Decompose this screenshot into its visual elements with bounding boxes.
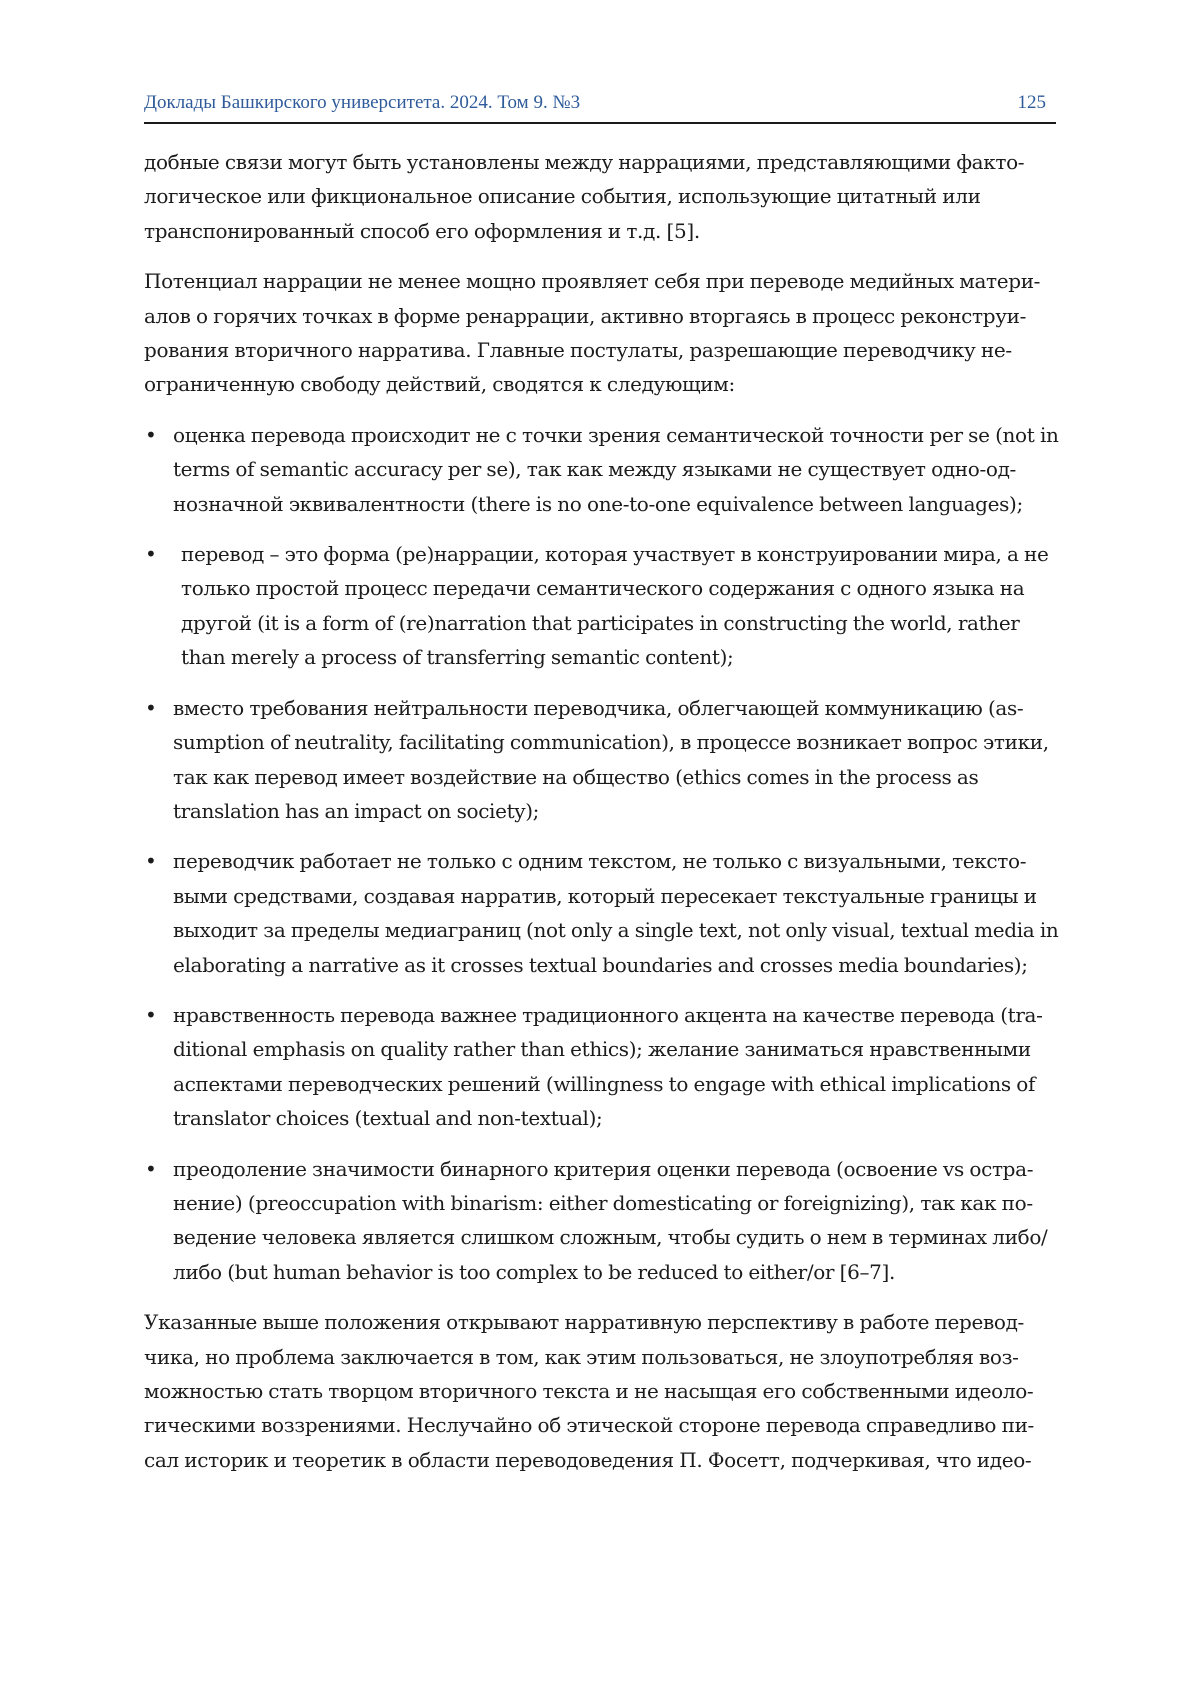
- bullet-list: [144, 418, 1062, 1289]
- list-item: [144, 844, 1062, 982]
- list-item-text: переводчик работает не только с одним текстом, не только с визуальными, тексто-выми средствами, создавая нарратив, который пересекает текстуальные границы и выходит за пределы медиаграниц (not only a single text, not only visual, textual media in elaborating a narrative as it crosses textual boundaries and crosses media boundaries);: [173, 849, 1059, 977]
- list-item-text: перевод – это форма (ре)наррации, которая участвует в конструировании мира, а не только простой процесс передачи семантического содержания с одного языка на другой (it is a form of (re)narration that participates in constructing the world, rather than merely a process of transferring semantic content);: [181, 542, 1049, 670]
- bullet-icon: •: [145, 695, 157, 720]
- list-item-text: оценка перевода происходит не с точки зрения семантической точности per se (not in terms of semantic accuracy per se), так как между языками не существует одно-од-нозначной эквивалентности (there is no one-to-one equivalence between languages);: [173, 422, 1059, 516]
- article-body: [144, 145, 1062, 1493]
- list-item: [144, 1152, 1062, 1290]
- list-item-text: преодоление значимости бинарного критерия оценки перевода (освоение vs остра-нение) (preoccupation with binarism: either domesticating or foreignizing), так как по-ведение человека является слишком сложным, чтобы судить о нем в терминах либо/либо (but human behavior is too complex to be reduced to either/or [6–7].: [173, 1156, 1048, 1284]
- bullet-icon: •: [145, 422, 157, 447]
- list-item: [144, 537, 1062, 675]
- paragraph: добные связи могут быть установлены между наррациями, представляющими факто-логическое или фикциональное описание события, использующие цитатный или транспонированный способ его оформления и т.д. [5].: [144, 150, 1025, 243]
- paragraph: Указанные выше положения открывают нарративную перспективу в работе перевод-чика, но проблема заключается в том, как этим пользоваться, не злоупотребляя воз-можностью стать творцом вторичного текста и не насыщая его собственными идеоло-гическими воззрениями. Неслучайно об этической стороне перевода справедливо пи-сал историк и теоретик в области переводоведения П. Фосетт, подчеркивая, что идео-: [144, 1310, 1034, 1472]
- bullet-icon: •: [145, 1002, 157, 1027]
- page: [144, 0, 1059, 1697]
- page-number: 125: [1017, 92, 1046, 113]
- journal-title: Доклады Башкирского университета. 2024. Том 9. №3: [144, 92, 581, 113]
- bullet-icon: •: [145, 542, 157, 567]
- list-item-text: вместо требования нейтральности переводчика, облегчающей коммуникацию (as-sumption of neutrality, facilitating communication), в процессе возникает вопрос этики, так как перевод имеет воздействие на общество (ethics comes in the process as translation has an impact on society);: [173, 695, 1049, 823]
- list-item: [144, 691, 1062, 829]
- list-item-text: нравственность перевода важнее традиционного акцента на качестве перевода (tra-ditional emphasis on quality rather than ethics); желание заниматься нравственными аспектами переводческих решений (willingness to engage with ethical implications of translator choices (textual and non-textual);: [173, 1002, 1043, 1131]
- bullet-icon: •: [145, 849, 157, 874]
- running-header: [144, 90, 1056, 124]
- bullet-icon: •: [145, 1156, 157, 1181]
- list-item: [144, 998, 1062, 1136]
- paragraph: Потенциал наррации не менее мощно проявляет себя при переводе медийных матери-алов о горячих точках в форме ренаррации, активно вторгаясь в процесс реконструи-рования вторичного нарратива. Главные постулаты, разрешающие переводчику не-ограниченную свободу действий, сводятся к следующим:: [144, 269, 1041, 397]
- list-item: [144, 418, 1062, 521]
